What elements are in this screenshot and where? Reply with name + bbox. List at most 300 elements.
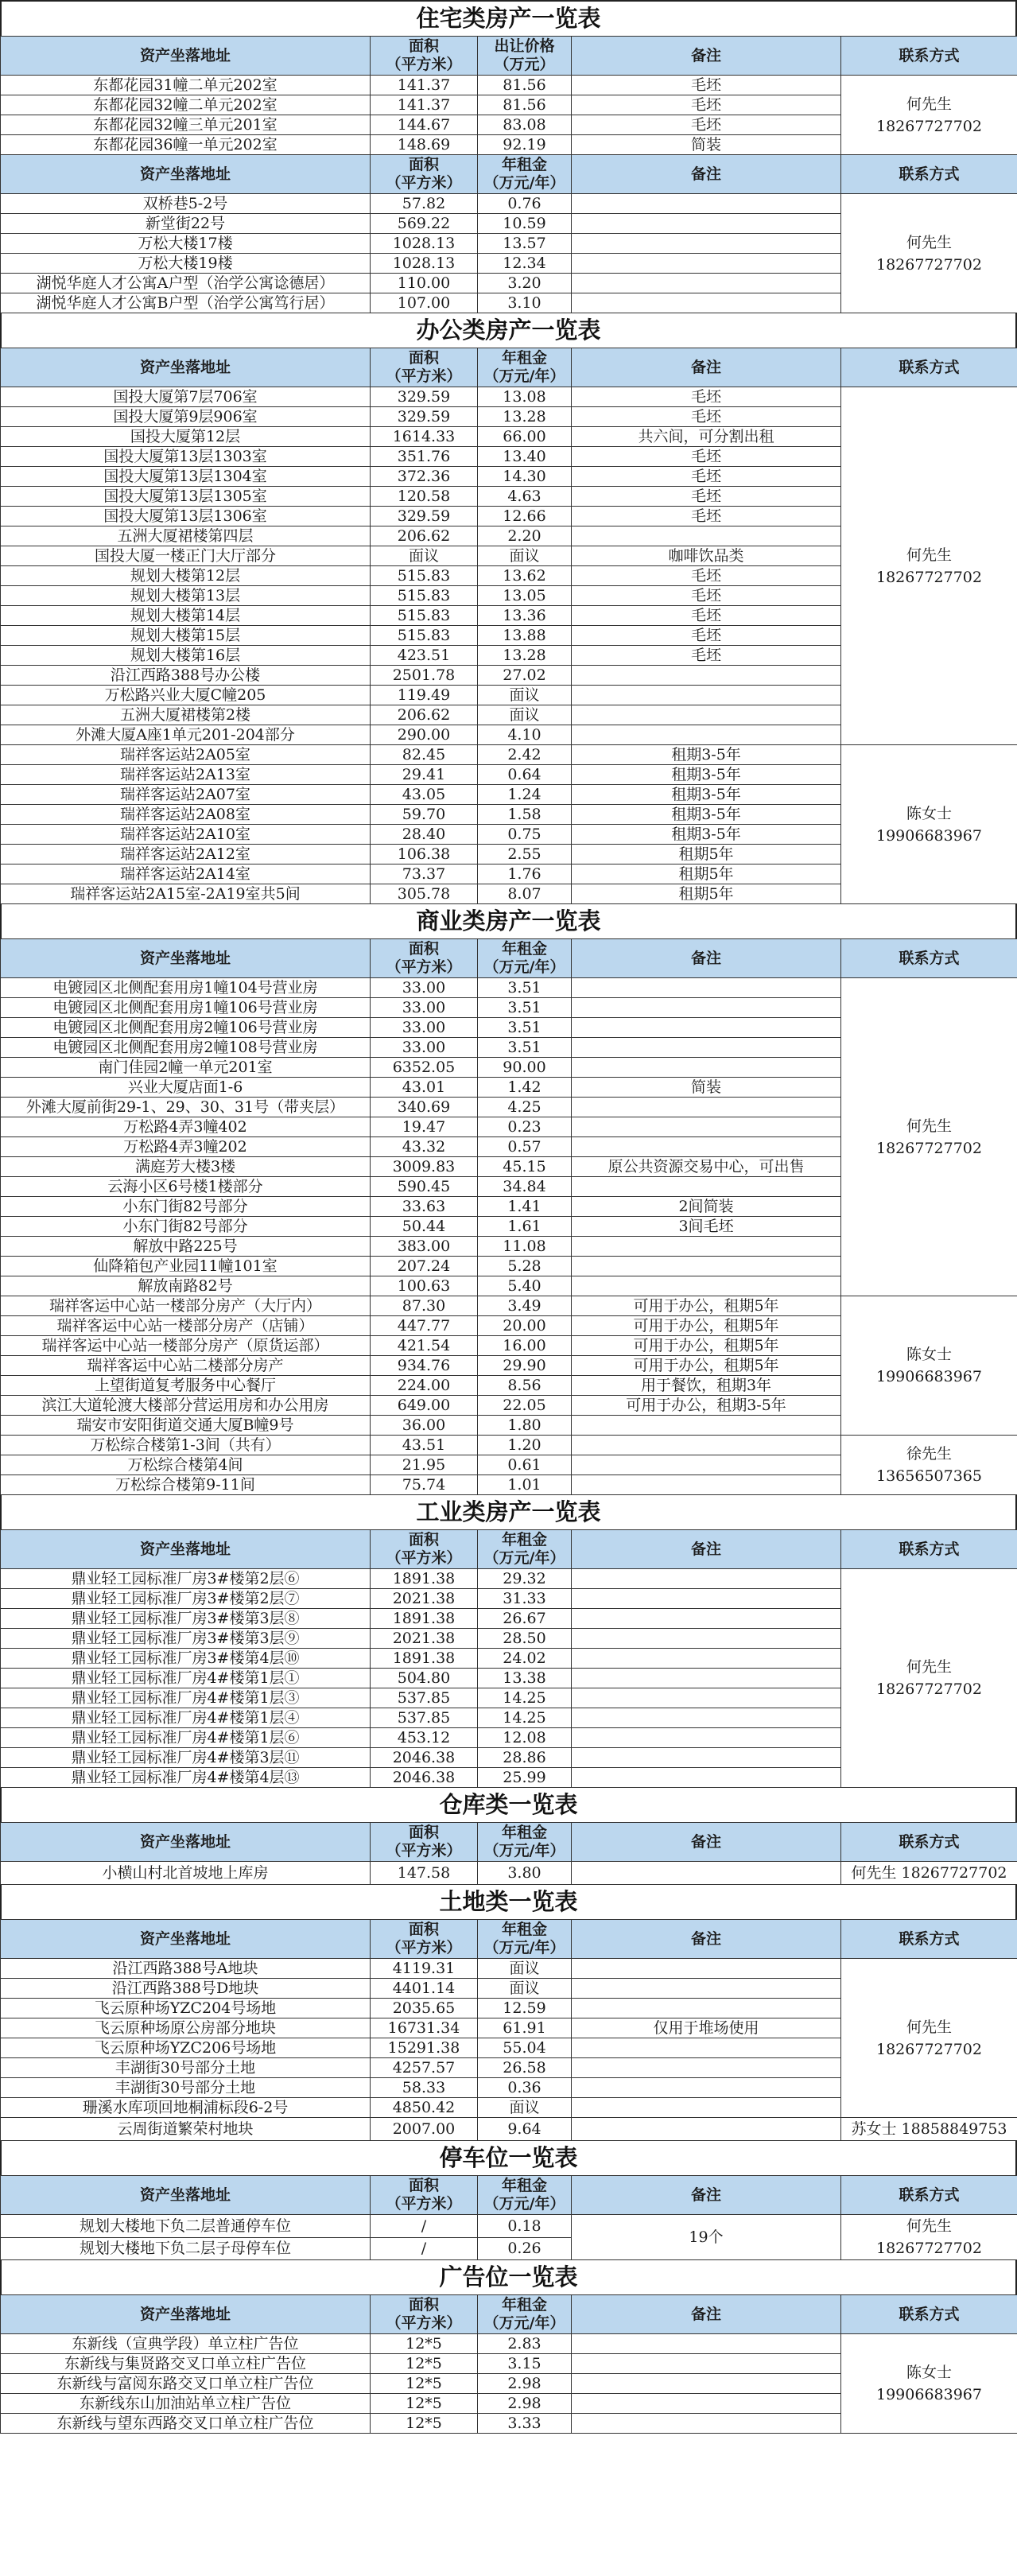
area-cell: 329.59 (371, 507, 478, 526)
column-header: 联系方式 (841, 1530, 1017, 1569)
table-header-row (1, 155, 1017, 194)
area-cell: 447.77 (371, 1316, 478, 1336)
notes-cell (572, 1862, 841, 1885)
address-cell: 国投大厦第13层1305室 (1, 487, 371, 507)
asset-table (0, 2294, 1017, 2434)
notes-cell (572, 293, 841, 313)
address-cell: 湖悦华庭人才公寓B户型（治学公寓笃行居） (1, 293, 371, 313)
column-header: 备注 (572, 939, 841, 978)
area-cell: 329.59 (371, 407, 478, 427)
notes-cell (572, 1038, 841, 1058)
price-cell: 22.05 (478, 1396, 572, 1416)
price-cell: 3.15 (478, 2354, 572, 2374)
address-cell: 上望街道复考服务中心餐厅 (1, 1376, 371, 1396)
area-cell: 4850.42 (371, 2098, 478, 2118)
address-cell: 东新线与富阅东路交叉口单立柱广告位 (1, 2374, 371, 2394)
notes-cell (572, 2394, 841, 2414)
area-cell: 372.36 (371, 467, 478, 487)
address-cell: 瑞祥客运站2A12室 (1, 845, 371, 864)
address-cell: 飞云原种场YZC206号场地 (1, 2038, 371, 2058)
notes-cell: 毛坯 (572, 95, 841, 115)
price-cell: 55.04 (478, 2038, 572, 2058)
area-cell: 515.83 (371, 586, 478, 606)
notes-cell (572, 1999, 841, 2018)
notes-cell: 毛坯 (572, 606, 841, 626)
column-header: 备注 (572, 155, 841, 194)
address-cell: 国投大厦第7层706室 (1, 387, 371, 407)
column-header: 出让价格 （万元） (478, 37, 572, 76)
asset-table (0, 348, 1017, 904)
notes-cell: 毛坯 (572, 407, 841, 427)
contact-cell: 何先生 18267727702 (841, 978, 1017, 1296)
area-cell: 50.44 (371, 1217, 478, 1237)
notes-cell: 租期5年 (572, 845, 841, 864)
price-cell: 31.33 (478, 1589, 572, 1609)
address-cell: 瑞祥客运中心站一楼部分房产（大厅内） (1, 1296, 371, 1316)
address-cell: 瑞祥客运中心站一楼部分房产（店铺） (1, 1316, 371, 1336)
price-cell: 3.49 (478, 1296, 572, 1316)
price-cell: 2.83 (478, 2334, 572, 2354)
price-cell: 5.40 (478, 1276, 572, 1296)
price-cell: 13.05 (478, 586, 572, 606)
price-cell: 26.67 (478, 1609, 572, 1629)
price-cell: 12.59 (478, 1999, 572, 2018)
area-cell: 290.00 (371, 725, 478, 745)
notes-cell (572, 1137, 841, 1157)
notes-cell: 2间简装 (572, 1197, 841, 1217)
price-cell: 92.19 (478, 135, 572, 155)
asset-table (0, 938, 1017, 1495)
notes-cell: 共六间，可分割出租 (572, 427, 841, 447)
price-cell: 1.41 (478, 1197, 572, 1217)
table-header-row (1, 1530, 1017, 1569)
address-cell: 鼎业轻工园标准厂房3#楼第2层⑥ (1, 1569, 371, 1589)
address-cell: 规划大楼地下负二层子母停车位 (1, 2237, 371, 2260)
address-cell: 万松综合楼第9-11间 (1, 1475, 371, 1495)
notes-cell (572, 1436, 841, 1455)
area-cell: 421.54 (371, 1336, 478, 1356)
notes-cell (572, 254, 841, 274)
notes-cell: 毛坯 (572, 467, 841, 487)
address-cell: 珊溪水库项回地桐浦标段6-2号 (1, 2098, 371, 2118)
contact-cell: 何先生 18267727702 (841, 76, 1017, 155)
notes-cell: 租期3-5年 (572, 825, 841, 845)
address-cell: 鼎业轻工园标准厂房3#楼第3层⑧ (1, 1609, 371, 1629)
price-cell: 13.88 (478, 626, 572, 646)
area-cell: 43.05 (371, 785, 478, 805)
column-header: 资产坐落地址 (1, 1823, 371, 1862)
area-cell: 537.85 (371, 1708, 478, 1728)
column-header: 面积 （平方米） (371, 155, 478, 194)
notes-cell: 可用于办公，租期3-5年 (572, 1396, 841, 1416)
area-cell: 305.78 (371, 884, 478, 904)
column-header: 联系方式 (841, 1920, 1017, 1959)
notes-cell: 毛坯 (572, 586, 841, 606)
table-row (1, 1436, 1017, 1455)
address-cell: 规划大楼第15层 (1, 626, 371, 646)
column-header: 面积 （平方米） (371, 1920, 478, 1959)
price-cell: 1.76 (478, 864, 572, 884)
price-cell: 3.20 (478, 274, 572, 293)
address-cell: 丰湖街30号部分土地 (1, 2058, 371, 2078)
notes-cell: 毛坯 (572, 115, 841, 135)
column-header: 资产坐落地址 (1, 1920, 371, 1959)
area-cell: 33.00 (371, 1038, 478, 1058)
area-cell: 329.59 (371, 387, 478, 407)
asset-table (0, 2175, 1017, 2260)
price-cell: 3.51 (478, 998, 572, 1018)
price-cell: 2.42 (478, 745, 572, 765)
notes-cell (572, 2058, 841, 2078)
address-cell: 规划大楼第14层 (1, 606, 371, 626)
area-cell: 4257.57 (371, 2058, 478, 2078)
area-cell: / (371, 2215, 478, 2238)
column-header: 资产坐落地址 (1, 155, 371, 194)
contact-cell: 何先生 18267727702 (841, 1862, 1017, 1885)
price-cell: 0.23 (478, 1117, 572, 1137)
area-cell: / (371, 2237, 478, 2260)
price-cell: 24.02 (478, 1649, 572, 1669)
price-cell: 13.28 (478, 646, 572, 666)
area-cell: 28.40 (371, 825, 478, 845)
area-cell: 383.00 (371, 1237, 478, 1257)
area-cell: 73.37 (371, 864, 478, 884)
price-cell: 16.00 (478, 1336, 572, 1356)
column-header: 年租金 （万元/年） (478, 939, 572, 978)
contact-cell: 何先生 18267727702 (841, 1569, 1017, 1788)
area-cell: 58.33 (371, 2078, 478, 2098)
address-cell: 鼎业轻工园标准厂房4#楼第4层⑬ (1, 1768, 371, 1788)
area-cell: 3009.83 (371, 1157, 478, 1177)
address-cell: 飞云原种场原公房部分地块 (1, 2018, 371, 2038)
area-cell: 453.12 (371, 1728, 478, 1748)
notes-cell (572, 1416, 841, 1436)
address-cell: 新堂街22号 (1, 214, 371, 234)
address-cell: 小东门街82号部分 (1, 1197, 371, 1217)
price-cell: 4.63 (478, 487, 572, 507)
section-title: 广告位一览表 (0, 2260, 1017, 2294)
price-cell: 3.33 (478, 2414, 572, 2434)
column-header: 年租金 （万元/年） (478, 2176, 572, 2215)
address-cell: 满庭芳大楼3楼 (1, 1157, 371, 1177)
area-cell: 147.58 (371, 1862, 478, 1885)
notes-cell (572, 1609, 841, 1629)
price-cell: 3.51 (478, 978, 572, 998)
table-header-row (1, 1920, 1017, 1959)
area-cell: 2501.78 (371, 666, 478, 686)
price-cell: 90.00 (478, 1058, 572, 1078)
area-cell: 12*5 (371, 2354, 478, 2374)
notes-cell (572, 1257, 841, 1276)
area-cell: 504.80 (371, 1669, 478, 1688)
area-cell: 515.83 (371, 626, 478, 646)
column-header: 年租金 （万元/年） (478, 2295, 572, 2334)
notes-cell: 原公共资源交易中心，可出售 (572, 1157, 841, 1177)
table-row (1, 2334, 1017, 2354)
notes-cell: 租期5年 (572, 864, 841, 884)
price-cell: 0.61 (478, 1455, 572, 1475)
notes-cell (572, 194, 841, 214)
area-cell: 1891.38 (371, 1569, 478, 1589)
area-cell: 100.63 (371, 1276, 478, 1296)
area-cell: 934.76 (371, 1356, 478, 1376)
address-cell: 解放中路225号 (1, 1237, 371, 1257)
address-cell: 鼎业轻工园标准厂房4#楼第1层④ (1, 1708, 371, 1728)
area-cell: 590.45 (371, 1177, 478, 1197)
table-header-row (1, 37, 1017, 76)
address-cell: 东新线（宣典学段）单立柱广告位 (1, 2334, 371, 2354)
address-cell: 鼎业轻工园标准厂房4#楼第1层③ (1, 1688, 371, 1708)
address-cell: 仙降箱包产业园11幢101室 (1, 1257, 371, 1276)
notes-cell: 毛坯 (572, 646, 841, 666)
column-header: 联系方式 (841, 2295, 1017, 2334)
notes-cell (572, 1475, 841, 1495)
price-cell: 面议 (478, 2098, 572, 2118)
area-cell: 59.70 (371, 805, 478, 825)
price-cell: 14.25 (478, 1688, 572, 1708)
column-header: 面积 （平方米） (371, 1530, 478, 1569)
address-cell: 国投大厦第13层1304室 (1, 467, 371, 487)
area-cell: 1028.13 (371, 254, 478, 274)
column-header: 资产坐落地址 (1, 1530, 371, 1569)
price-cell: 面议 (478, 546, 572, 566)
column-header: 联系方式 (841, 2176, 1017, 2215)
price-cell: 14.30 (478, 467, 572, 487)
notes-cell (572, 1688, 841, 1708)
area-cell: 12*5 (371, 2374, 478, 2394)
address-cell: 电镀园区北侧配套用房1幢106号营业房 (1, 998, 371, 1018)
notes-cell (572, 1728, 841, 1748)
area-cell: 87.30 (371, 1296, 478, 1316)
notes-cell: 简装 (572, 1078, 841, 1098)
address-cell: 南门佳园2幢一单元201室 (1, 1058, 371, 1078)
address-cell: 双桥巷5-2号 (1, 194, 371, 214)
notes-cell (572, 234, 841, 254)
column-header: 年租金 （万元/年） (478, 1920, 572, 1959)
address-cell: 电镀园区北侧配套用房2幢108号营业房 (1, 1038, 371, 1058)
address-cell: 万松大楼19楼 (1, 254, 371, 274)
table-row (1, 76, 1017, 95)
notes-cell (572, 1098, 841, 1117)
address-cell: 万松综合楼第1-3间（共有） (1, 1436, 371, 1455)
table-header-row (1, 939, 1017, 978)
column-header: 联系方式 (841, 939, 1017, 978)
area-cell: 106.38 (371, 845, 478, 864)
contact-cell: 陈女士 19906683967 (841, 2334, 1017, 2434)
address-cell: 瑞祥客运站2A13室 (1, 765, 371, 785)
address-cell: 瑞祥客运站2A14室 (1, 864, 371, 884)
price-cell: 28.86 (478, 1748, 572, 1768)
notes-cell (572, 2414, 841, 2434)
address-cell: 飞云原种场YZC204号场地 (1, 1999, 371, 2018)
price-cell: 12.66 (478, 507, 572, 526)
price-cell: 13.28 (478, 407, 572, 427)
notes-cell (572, 998, 841, 1018)
table-row (1, 978, 1017, 998)
address-cell: 东新线与望东西路交叉口单立柱广告位 (1, 2414, 371, 2434)
price-cell: 1.80 (478, 1416, 572, 1436)
notes-cell (572, 274, 841, 293)
area-cell: 2007.00 (371, 2118, 478, 2141)
area-cell: 43.01 (371, 1078, 478, 1098)
notes-cell: 毛坯 (572, 447, 841, 467)
column-header: 备注 (572, 2295, 841, 2334)
area-cell: 43.51 (371, 1436, 478, 1455)
table-header-row (1, 2295, 1017, 2334)
address-cell: 鼎业轻工园标准厂房3#楼第4层⑩ (1, 1649, 371, 1669)
table-row (1, 745, 1017, 765)
price-cell: 12.34 (478, 254, 572, 274)
area-cell: 2035.65 (371, 1999, 478, 2018)
area-cell: 110.00 (371, 274, 478, 293)
column-header: 年租金 （万元/年） (478, 1823, 572, 1862)
area-cell: 1891.38 (371, 1609, 478, 1629)
section-title: 停车位一览表 (0, 2141, 1017, 2175)
notes-cell (572, 1058, 841, 1078)
address-cell: 云周街道繁荣村地块 (1, 2118, 371, 2141)
notes-cell: 毛坯 (572, 626, 841, 646)
column-header: 备注 (572, 1823, 841, 1862)
notes-cell (572, 1018, 841, 1038)
price-cell: 2.20 (478, 526, 572, 546)
notes-cell (572, 1979, 841, 1999)
area-cell: 12*5 (371, 2414, 478, 2434)
address-cell: 瑞祥客运站2A07室 (1, 785, 371, 805)
column-header: 面积 （平方米） (371, 348, 478, 387)
notes-cell (572, 2354, 841, 2374)
area-cell: 206.62 (371, 705, 478, 725)
address-cell: 万松综合楼第4间 (1, 1455, 371, 1475)
price-cell: 13.36 (478, 606, 572, 626)
address-cell: 万松路4弄3幢202 (1, 1137, 371, 1157)
section-title: 工业类房产一览表 (0, 1495, 1017, 1529)
table-header-row (1, 348, 1017, 387)
address-cell: 国投大厦第9层906室 (1, 407, 371, 427)
address-cell: 外滩大厦A座1单元201-204部分 (1, 725, 371, 745)
notes-cell: 可用于办公，租期5年 (572, 1356, 841, 1376)
price-cell: 2.55 (478, 845, 572, 864)
address-cell: 国投大厦第12层 (1, 427, 371, 447)
column-header: 资产坐落地址 (1, 2295, 371, 2334)
address-cell: 丰湖街30号部分土地 (1, 2078, 371, 2098)
price-cell: 14.25 (478, 1708, 572, 1728)
notes-cell (572, 1177, 841, 1197)
address-cell: 小横山村北首坡地上库房 (1, 1862, 371, 1885)
column-header: 备注 (572, 2176, 841, 2215)
notes-cell (572, 1768, 841, 1788)
area-cell: 57.82 (371, 194, 478, 214)
price-cell: 2.98 (478, 2394, 572, 2414)
area-cell: 107.00 (371, 293, 478, 313)
area-cell: 120.58 (371, 487, 478, 507)
address-cell: 鼎业轻工园标准厂房4#楼第3层⑪ (1, 1748, 371, 1768)
area-cell: 33.00 (371, 978, 478, 998)
area-cell: 515.83 (371, 566, 478, 586)
area-cell: 119.49 (371, 686, 478, 705)
notes-cell: 咖啡饮品类 (572, 546, 841, 566)
address-cell: 瑞祥客运站2A08室 (1, 805, 371, 825)
price-cell: 61.91 (478, 2018, 572, 2038)
contact-cell: 何先生 18267727702 (841, 2215, 1017, 2260)
area-cell: 224.00 (371, 1376, 478, 1396)
area-cell: 43.32 (371, 1137, 478, 1157)
notes-cell: 19个 (572, 2215, 841, 2260)
area-cell: 569.22 (371, 214, 478, 234)
notes-cell (572, 2374, 841, 2394)
notes-cell (572, 214, 841, 234)
notes-cell: 租期3-5年 (572, 785, 841, 805)
notes-cell (572, 1276, 841, 1296)
price-cell: 13.40 (478, 447, 572, 467)
address-cell: 瑞祥客运中心站二楼部分房产 (1, 1356, 371, 1376)
area-cell: 2046.38 (371, 1768, 478, 1788)
table-row (1, 2215, 1017, 2238)
notes-cell: 可用于办公，租期5年 (572, 1296, 841, 1316)
area-cell: 2021.38 (371, 1589, 478, 1609)
address-cell: 东新线与集贤路交叉口单立柱广告位 (1, 2354, 371, 2374)
section-title: 仓库类一览表 (0, 1788, 1017, 1822)
price-cell: 3.51 (478, 1038, 572, 1058)
price-cell: 13.08 (478, 387, 572, 407)
address-cell: 规划大楼第12层 (1, 566, 371, 586)
price-cell: 1.61 (478, 1217, 572, 1237)
contact-cell: 徐先生 13656507365 (841, 1436, 1017, 1495)
price-cell: 4.10 (478, 725, 572, 745)
address-cell: 规划大楼地下负二层普通停车位 (1, 2215, 371, 2238)
price-cell: 1.24 (478, 785, 572, 805)
price-cell: 8.07 (478, 884, 572, 904)
area-cell: 6352.05 (371, 1058, 478, 1078)
area-cell: 206.62 (371, 526, 478, 546)
column-header: 资产坐落地址 (1, 2176, 371, 2215)
area-cell: 29.41 (371, 765, 478, 785)
area-cell: 2046.38 (371, 1748, 478, 1768)
area-cell: 82.45 (371, 745, 478, 765)
price-cell: 3.80 (478, 1862, 572, 1885)
price-cell: 81.56 (478, 95, 572, 115)
price-cell: 10.59 (478, 214, 572, 234)
area-cell: 537.85 (371, 1688, 478, 1708)
address-cell: 瑞祥客运站2A05室 (1, 745, 371, 765)
address-cell: 瑞祥客运中心站一楼部分房产（原货运部） (1, 1336, 371, 1356)
address-cell: 外滩大厦前街29-1、29、30、31号（带夹层） (1, 1098, 371, 1117)
table-row (1, 1862, 1017, 1885)
notes-cell: 简装 (572, 135, 841, 155)
price-cell: 13.38 (478, 1669, 572, 1688)
address-cell: 滨江大道轮渡大楼部分营运用房和办公用房 (1, 1396, 371, 1416)
notes-cell (572, 1589, 841, 1609)
address-cell: 东都花园32幢三单元201室 (1, 115, 371, 135)
address-cell: 沿江西路388号D地块 (1, 1979, 371, 1999)
address-cell: 东新线东山加油站单立柱广告位 (1, 2394, 371, 2414)
area-cell: 4401.14 (371, 1979, 478, 1999)
asset-table (0, 1822, 1017, 1885)
column-header: 资产坐落地址 (1, 348, 371, 387)
table-row (1, 2118, 1017, 2141)
notes-cell: 毛坯 (572, 487, 841, 507)
notes-cell (572, 2038, 841, 2058)
notes-cell (572, 1569, 841, 1589)
table-row (1, 387, 1017, 407)
notes-cell: 仅用于堆场使用 (572, 2018, 841, 2038)
section-title: 土地类一览表 (0, 1885, 1017, 1919)
address-cell: 鼎业轻工园标准厂房4#楼第1层① (1, 1669, 371, 1688)
price-cell: 5.28 (478, 1257, 572, 1276)
notes-cell (572, 1669, 841, 1688)
asset-table (0, 1529, 1017, 1788)
notes-cell (572, 2118, 841, 2141)
column-header: 备注 (572, 37, 841, 76)
